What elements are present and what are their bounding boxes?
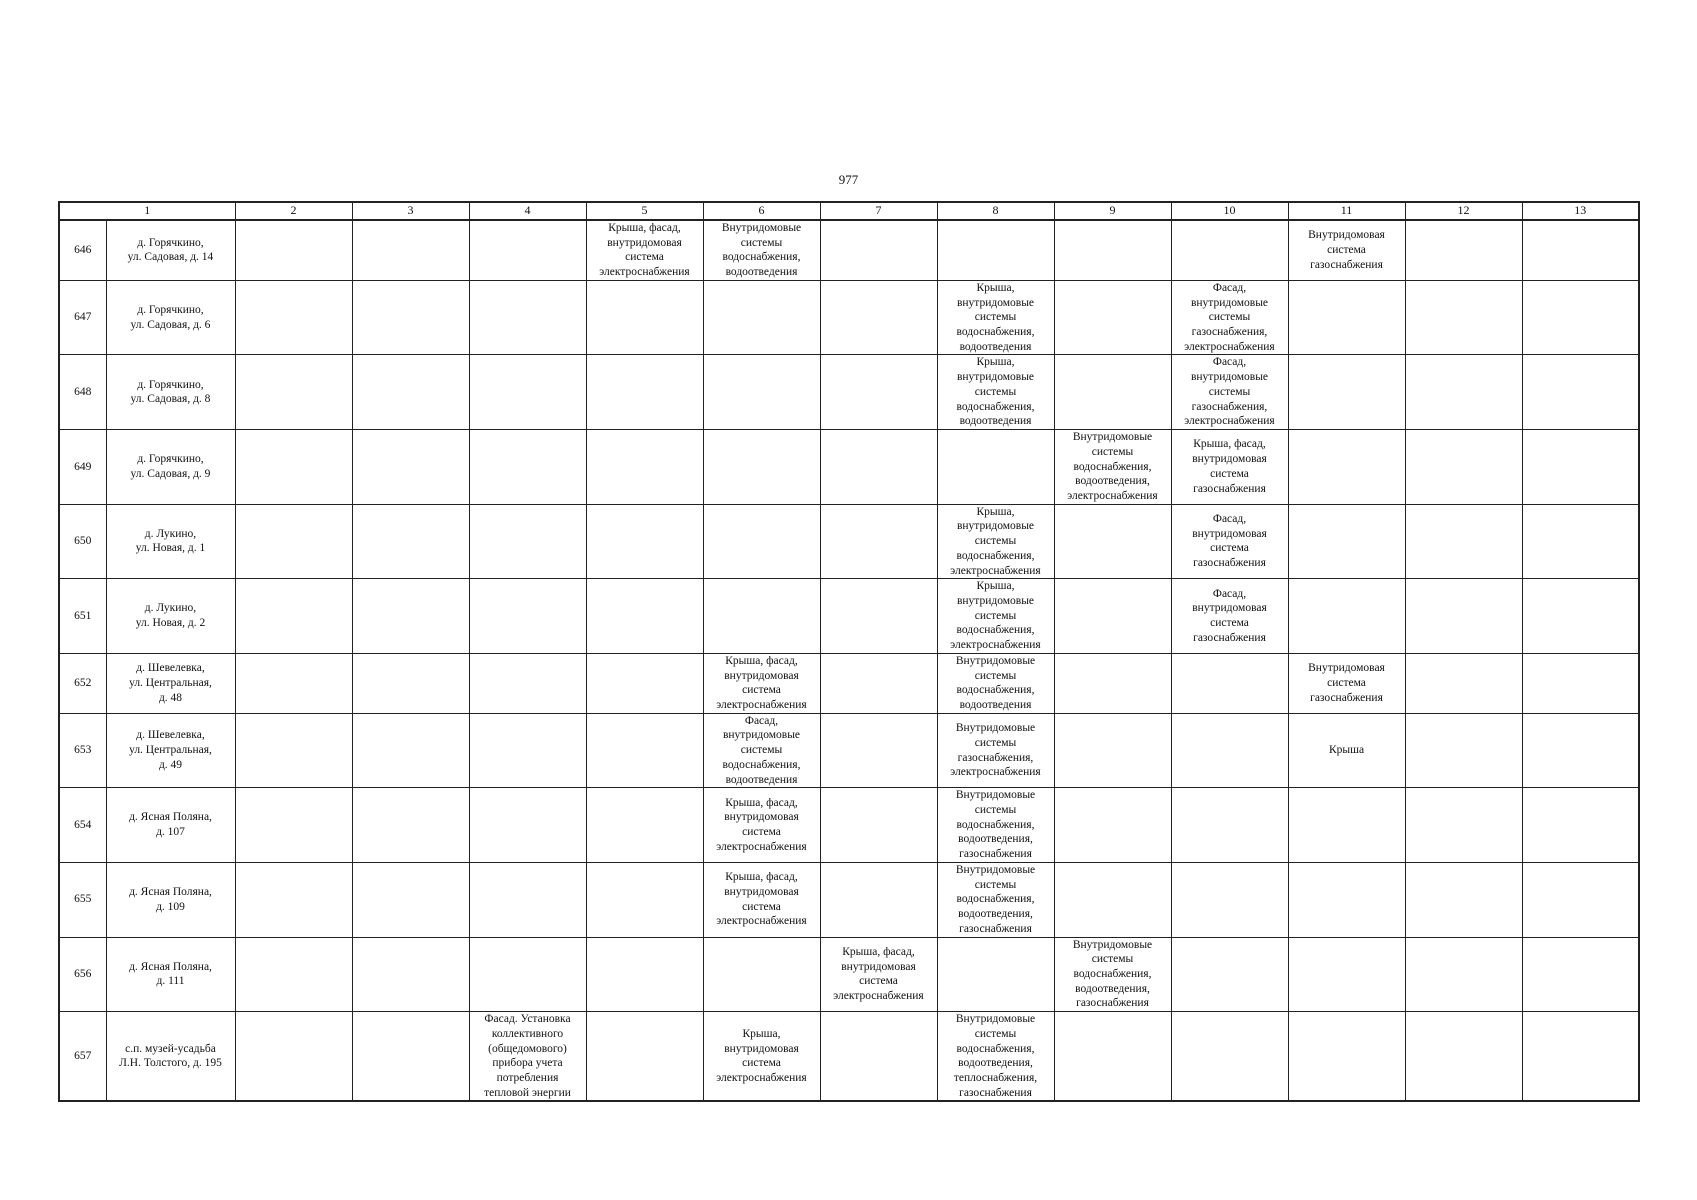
address-cell xyxy=(106,579,235,654)
address-text: д. Шевелевка, ул. Центральная, д. 48 xyxy=(129,662,212,704)
work-description: Крыша, фасад, внутридомовая система газоснабжения xyxy=(1192,438,1267,495)
work-cell-col-10 xyxy=(1171,220,1288,280)
work-cell-col-7 xyxy=(820,862,937,937)
work-cell-col-6 xyxy=(703,579,820,654)
work-cell-col-4 xyxy=(469,220,586,280)
work-cell-col-3 xyxy=(352,355,469,430)
work-cell-col-11 xyxy=(1288,788,1405,863)
work-cell-col-13 xyxy=(1522,862,1639,937)
work-cell-col-10 xyxy=(1171,788,1288,863)
work-cell-col-9 xyxy=(1054,713,1171,788)
work-cell-col-8 xyxy=(937,788,1054,863)
work-cell-col-3 xyxy=(352,504,469,579)
work-cell-col-3 xyxy=(352,937,469,1012)
table-row xyxy=(59,862,1639,937)
work-cell-col-10 xyxy=(1171,355,1288,430)
work-cell-col-2 xyxy=(235,355,352,430)
column-header-1: 1 xyxy=(59,202,235,220)
work-cell-col-13 xyxy=(1522,220,1639,280)
row-number: 653 xyxy=(59,713,106,788)
work-description: Внутридомовые системы газоснабжения, электроснабжения xyxy=(950,722,1041,779)
work-cell-col-2 xyxy=(235,579,352,654)
address-text: д. Лукино, ул. Новая, д. 2 xyxy=(135,602,206,630)
work-cell-col-13 xyxy=(1522,504,1639,579)
work-cell-col-11 xyxy=(1288,430,1405,505)
table-row xyxy=(59,430,1639,505)
page-number: 977 xyxy=(838,172,859,187)
row-number: 647 xyxy=(59,280,106,355)
work-cell-col-9 xyxy=(1054,504,1171,579)
work-cell-col-12 xyxy=(1405,862,1522,937)
address-cell xyxy=(106,862,235,937)
table-row xyxy=(59,788,1639,863)
work-description: Фасад, внутридомовая система газоснабжения xyxy=(1192,513,1267,570)
work-cell-col-12 xyxy=(1405,430,1522,505)
work-description: Крыша, внутридомовая система электроснабжения xyxy=(716,1027,807,1084)
work-cell-col-9 xyxy=(1054,788,1171,863)
work-cell-col-13 xyxy=(1522,1012,1639,1102)
work-cell-col-9 xyxy=(1054,355,1171,430)
work-cell-col-10 xyxy=(1171,504,1288,579)
work-cell-col-8 xyxy=(937,280,1054,355)
work-cell-col-3 xyxy=(352,713,469,788)
work-cell-col-5 xyxy=(586,937,703,1012)
work-cell-col-11 xyxy=(1288,862,1405,937)
work-cell-col-2 xyxy=(235,280,352,355)
work-cell-col-5 xyxy=(586,430,703,505)
work-cell-col-6 xyxy=(703,862,820,937)
address-cell xyxy=(106,788,235,863)
work-cell-col-6 xyxy=(703,1012,820,1102)
address-text: д. Ясная Поляна, д. 109 xyxy=(129,885,212,913)
work-cell-col-8 xyxy=(937,1012,1054,1102)
work-cell-col-12 xyxy=(1405,355,1522,430)
column-header-11: 11 xyxy=(1288,202,1405,220)
work-description: Внутридомовая система газоснабжения xyxy=(1308,662,1385,704)
work-cell-col-7 xyxy=(820,355,937,430)
work-description: Внутридомовые системы водоснабжения, водоотведения, газоснабжения xyxy=(955,789,1036,861)
work-cell-col-13 xyxy=(1522,653,1639,713)
work-cell-col-5 xyxy=(586,653,703,713)
work-cell-col-3 xyxy=(352,653,469,713)
work-cell-col-3 xyxy=(352,579,469,654)
work-cell-col-6 xyxy=(703,937,820,1012)
table-header xyxy=(59,202,1639,220)
row-number: 656 xyxy=(59,937,106,1012)
work-cell-col-7 xyxy=(820,1012,937,1102)
work-cell-col-8 xyxy=(937,579,1054,654)
work-cell-col-2 xyxy=(235,653,352,713)
column-header-7: 7 xyxy=(820,202,937,220)
work-description: Внутридомовые системы водоснабжения, водоотведения, теплоснабжения, газоснабжения xyxy=(953,1013,1038,1099)
work-cell-col-5 xyxy=(586,280,703,355)
address-text: д. Горячкино, ул. Садовая, д. 8 xyxy=(130,378,211,406)
work-cell-col-11 xyxy=(1288,713,1405,788)
work-cell-col-6 xyxy=(703,653,820,713)
work-cell-col-5 xyxy=(586,713,703,788)
work-cell-col-8 xyxy=(937,220,1054,280)
work-cell-col-4 xyxy=(469,504,586,579)
work-description: Крыша, внутридомовые системы водоснабжения, электроснабжения xyxy=(950,505,1041,577)
work-cell-col-12 xyxy=(1405,788,1522,863)
work-description: Крыша, фасад, внутридомовая система электроснабжения xyxy=(716,654,807,711)
work-cell-col-10 xyxy=(1171,653,1288,713)
column-header-2: 2 xyxy=(235,202,352,220)
work-cell-col-5 xyxy=(586,220,703,280)
work-cell-col-12 xyxy=(1405,937,1522,1012)
header-row xyxy=(59,202,1639,220)
work-cell-col-6 xyxy=(703,713,820,788)
table-row xyxy=(59,1012,1639,1102)
address-text: д. Ясная Поляна, д. 107 xyxy=(129,811,212,839)
work-cell-col-10 xyxy=(1171,1012,1288,1102)
address-cell xyxy=(106,937,235,1012)
work-cell-col-6 xyxy=(703,788,820,863)
work-description: Внутридомовые системы водоснабжения, водоотведения, электроснабжения xyxy=(1067,431,1158,502)
column-header-5: 5 xyxy=(586,202,703,220)
work-cell-col-12 xyxy=(1405,713,1522,788)
work-description: Внутридомовые системы водоснабжения, водоотведения, газоснабжения xyxy=(955,863,1036,935)
address-cell xyxy=(106,280,235,355)
repair-schedule-table xyxy=(58,201,1640,1102)
work-cell-col-11 xyxy=(1288,504,1405,579)
work-cell-col-10 xyxy=(1171,430,1288,505)
work-cell-col-12 xyxy=(1405,280,1522,355)
row-number: 650 xyxy=(59,504,106,579)
work-cell-col-4 xyxy=(469,788,586,863)
address-cell xyxy=(106,220,235,280)
work-cell-col-9 xyxy=(1054,862,1171,937)
work-cell-col-13 xyxy=(1522,788,1639,863)
work-cell-col-2 xyxy=(235,937,352,1012)
work-cell-col-10 xyxy=(1171,937,1288,1012)
table-row xyxy=(59,355,1639,430)
work-cell-col-7 xyxy=(820,430,937,505)
work-cell-col-3 xyxy=(352,862,469,937)
work-cell-col-6 xyxy=(703,504,820,579)
work-cell-col-8 xyxy=(937,937,1054,1012)
address-text: д. Горячкино, ул. Садовая, д. 9 xyxy=(130,453,211,480)
address-text: д. Горячкино, ул. Садовая, д. 6 xyxy=(130,303,211,331)
column-header-12: 12 xyxy=(1405,202,1522,220)
work-cell-col-11 xyxy=(1288,220,1405,280)
work-cell-col-13 xyxy=(1522,355,1639,430)
work-cell-col-8 xyxy=(937,862,1054,937)
work-cell-col-2 xyxy=(235,862,352,937)
work-cell-col-5 xyxy=(586,504,703,579)
work-cell-col-13 xyxy=(1522,937,1639,1012)
work-cell-col-9 xyxy=(1054,1012,1171,1102)
work-cell-col-9 xyxy=(1054,937,1171,1012)
work-description: Внутридомовые системы водоснабжения, водоотведения xyxy=(955,654,1036,711)
work-cell-col-3 xyxy=(352,430,469,505)
work-cell-col-4 xyxy=(469,1012,586,1102)
column-header-4: 4 xyxy=(469,202,586,220)
work-cell-col-13 xyxy=(1522,430,1639,505)
address-cell xyxy=(106,1012,235,1102)
work-cell-col-5 xyxy=(586,579,703,654)
work-cell-col-9 xyxy=(1054,280,1171,355)
work-description: Крыша, фасад, внутридомовая система электроснабжения xyxy=(833,945,924,1003)
row-number: 657 xyxy=(59,1012,106,1102)
address-text: д. Ясная Поляна, д. 111 xyxy=(129,960,212,988)
work-cell-col-4 xyxy=(469,937,586,1012)
work-cell-col-7 xyxy=(820,713,937,788)
row-number: 654 xyxy=(59,788,106,863)
work-cell-col-7 xyxy=(820,504,937,579)
work-description: Фасад, внутридомовая система газоснабжения xyxy=(1192,587,1267,644)
work-cell-col-4 xyxy=(469,355,586,430)
work-cell-col-7 xyxy=(820,579,937,654)
address-cell xyxy=(106,713,235,788)
work-cell-col-2 xyxy=(235,504,352,579)
work-cell-col-7 xyxy=(820,653,937,713)
work-cell-col-7 xyxy=(820,937,937,1012)
table-row xyxy=(59,713,1639,788)
work-cell-col-9 xyxy=(1054,579,1171,654)
row-number: 652 xyxy=(59,653,106,713)
work-cell-col-12 xyxy=(1405,653,1522,713)
work-cell-col-2 xyxy=(235,713,352,788)
work-description: Крыша, внутридомовые системы водоснабжения, электроснабжения xyxy=(950,580,1041,652)
address-cell xyxy=(106,355,235,430)
work-cell-col-8 xyxy=(937,355,1054,430)
row-number: 655 xyxy=(59,862,106,937)
work-cell-col-11 xyxy=(1288,579,1405,654)
work-cell-col-12 xyxy=(1405,579,1522,654)
work-cell-col-13 xyxy=(1522,713,1639,788)
work-cell-col-13 xyxy=(1522,280,1639,355)
work-cell-col-8 xyxy=(937,653,1054,713)
work-description: Крыша, фасад, внутридомовая система электроснабжения xyxy=(599,222,690,279)
work-description: Внутридомовые системы водоснабжения, водоотведения, газоснабжения xyxy=(1072,938,1153,1010)
column-header-3: 3 xyxy=(352,202,469,220)
address-cell xyxy=(106,430,235,505)
work-cell-col-4 xyxy=(469,280,586,355)
table-row xyxy=(59,579,1639,654)
work-description: Внутридомовая система газоснабжения xyxy=(1308,229,1385,271)
table-row xyxy=(59,280,1639,355)
work-cell-col-11 xyxy=(1288,937,1405,1012)
work-cell-col-7 xyxy=(820,220,937,280)
column-header-10: 10 xyxy=(1171,202,1288,220)
work-cell-col-4 xyxy=(469,579,586,654)
work-cell-col-10 xyxy=(1171,713,1288,788)
column-header-6: 6 xyxy=(703,202,820,220)
table-row xyxy=(59,937,1639,1012)
address-text: д. Шевелевка, ул. Центральная, д. 49 xyxy=(129,729,212,771)
work-cell-col-7 xyxy=(820,280,937,355)
work-cell-col-12 xyxy=(1405,220,1522,280)
work-cell-col-11 xyxy=(1288,1012,1405,1102)
work-description: Крыша, фасад, внутридомовая система электроснабжения xyxy=(716,796,807,853)
address-cell xyxy=(106,504,235,579)
work-cell-col-3 xyxy=(352,280,469,355)
work-cell-col-12 xyxy=(1405,1012,1522,1102)
work-cell-col-8 xyxy=(937,713,1054,788)
work-cell-col-5 xyxy=(586,355,703,430)
work-cell-col-11 xyxy=(1288,653,1405,713)
work-cell-col-10 xyxy=(1171,579,1288,654)
work-cell-col-2 xyxy=(235,430,352,505)
address-cell xyxy=(106,653,235,713)
table-row xyxy=(59,653,1639,713)
column-header-13: 13 xyxy=(1522,202,1639,220)
work-cell-col-2 xyxy=(235,788,352,863)
work-cell-col-6 xyxy=(703,280,820,355)
work-cell-col-5 xyxy=(586,788,703,863)
work-description: Фасад, внутридомовые системы газоснабжения, электроснабжения xyxy=(1184,356,1275,428)
work-cell-col-3 xyxy=(352,788,469,863)
work-description: Крыша xyxy=(1328,744,1365,757)
work-cell-col-2 xyxy=(235,220,352,280)
work-cell-col-12 xyxy=(1405,504,1522,579)
work-cell-col-4 xyxy=(469,862,586,937)
column-header-8: 8 xyxy=(937,202,1054,220)
column-header-9: 9 xyxy=(1054,202,1171,220)
table-body xyxy=(59,220,1639,1101)
work-cell-col-6 xyxy=(703,220,820,280)
work-cell-col-7 xyxy=(820,788,937,863)
work-cell-col-10 xyxy=(1171,280,1288,355)
work-description: Фасад, внутридомовые системы газоснабжения, электроснабжения xyxy=(1184,281,1275,353)
work-cell-col-2 xyxy=(235,1012,352,1102)
work-cell-col-13 xyxy=(1522,579,1639,654)
work-description: Крыша, фасад, внутридомовая система электроснабжения xyxy=(716,871,807,928)
work-cell-col-3 xyxy=(352,1012,469,1102)
work-cell-col-5 xyxy=(586,862,703,937)
work-cell-col-4 xyxy=(469,430,586,505)
work-description: Внутридомовые системы водоснабжения, водоотведения xyxy=(721,222,802,279)
work-cell-col-6 xyxy=(703,355,820,430)
work-cell-col-9 xyxy=(1054,430,1171,505)
work-cell-col-8 xyxy=(937,430,1054,505)
address-text: д. Горячкино, ул. Садовая, д. 14 xyxy=(127,236,214,264)
work-description: Крыша, внутридомовые системы водоснабжения, водоотведения xyxy=(956,281,1035,353)
work-cell-col-9 xyxy=(1054,220,1171,280)
work-description: Фасад, внутридомовые системы водоснабжения, водоотведения xyxy=(722,714,801,786)
table-row xyxy=(59,220,1639,280)
work-cell-col-9 xyxy=(1054,653,1171,713)
work-cell-col-11 xyxy=(1288,280,1405,355)
work-cell-col-4 xyxy=(469,713,586,788)
work-cell-col-8 xyxy=(937,504,1054,579)
row-number: 651 xyxy=(59,579,106,654)
work-cell-col-3 xyxy=(352,220,469,280)
work-cell-col-10 xyxy=(1171,862,1288,937)
work-cell-col-5 xyxy=(586,1012,703,1102)
address-text: с.п. музей-усадьба Л.Н. Толстого, д. 195 xyxy=(119,1042,222,1070)
row-number: 649 xyxy=(59,430,106,505)
address-text: д. Лукино, ул. Новая, д. 1 xyxy=(135,527,206,555)
table-row xyxy=(59,504,1639,579)
work-cell-col-6 xyxy=(703,430,820,505)
work-description: Фасад. Установка коллективного (общедомового) прибора учета потребления тепловой энергии xyxy=(484,1013,571,1099)
work-cell-col-4 xyxy=(469,653,586,713)
work-cell-col-11 xyxy=(1288,355,1405,430)
row-number: 648 xyxy=(59,355,106,430)
row-number: 646 xyxy=(59,220,106,280)
work-description: Крыша, внутридомовые системы водоснабжения, водоотведения xyxy=(956,356,1035,428)
